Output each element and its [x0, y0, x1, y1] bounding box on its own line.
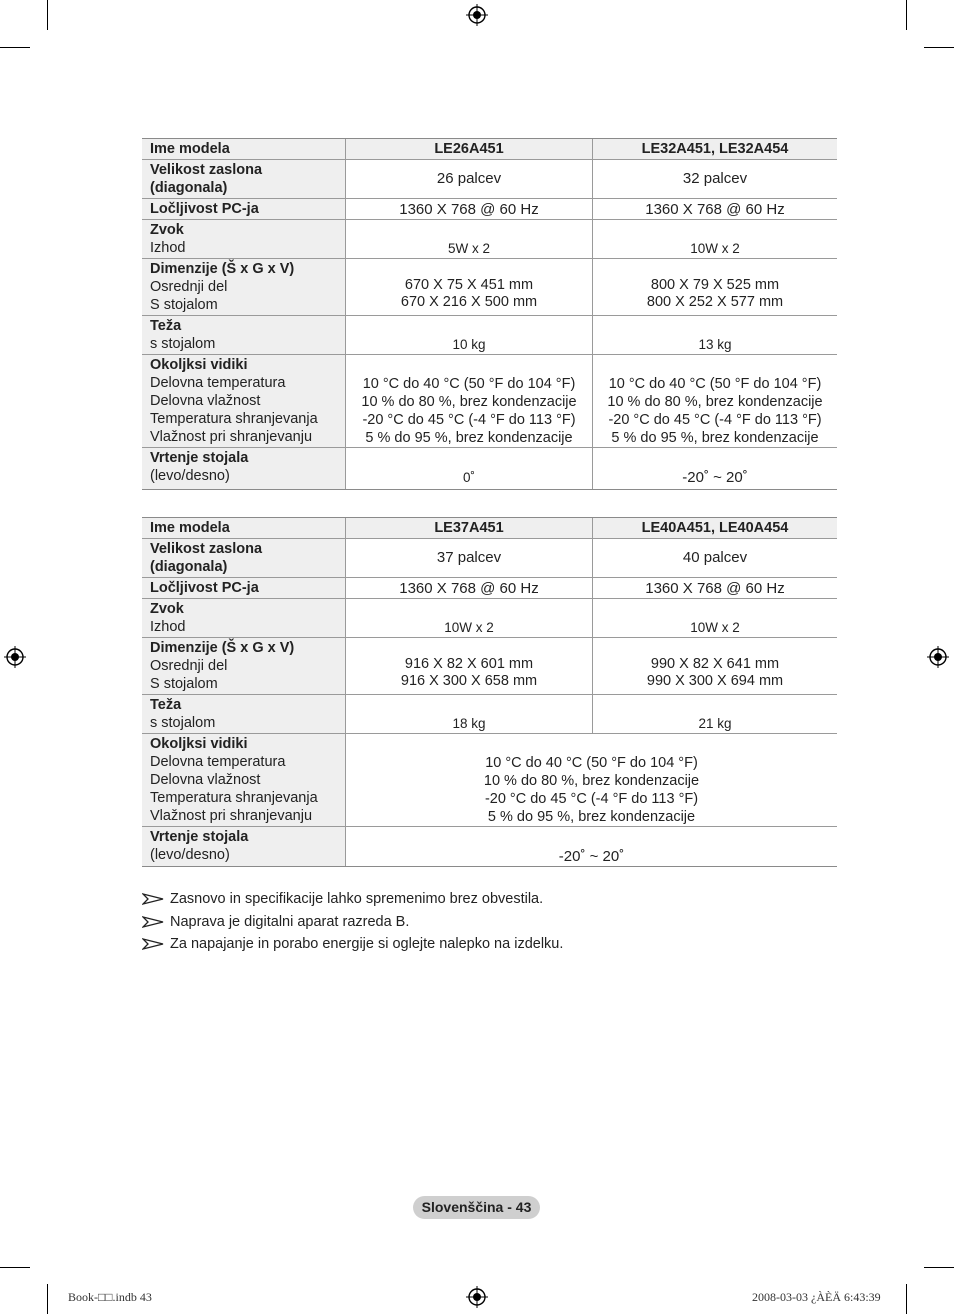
cell-value: 1360 X 768 @ 60 Hz	[593, 578, 838, 599]
cell-value: 18 kg	[346, 695, 593, 734]
row-label: Ločljivost PC-ja	[142, 199, 346, 220]
cell-value: 10 °C do 40 °C (50 °F do 104 °F) 10 % do 80 %, brez kondenzacije -20 °C do 45 °C (-4 °F do 113 °F) 5 % do 95 %, brez kondenzacije	[346, 355, 593, 448]
table-row	[142, 695, 837, 734]
list-item: Naprava je digitalni aparat razreda B.	[142, 911, 563, 934]
cell-value: 10 °C do 40 °C (50 °F do 104 °F) 10 % do 80 %, brez kondenzacije -20 °C do 45 °C (-4 °F do 113 °F) 5 % do 95 %, brez kondenzacije	[346, 734, 838, 827]
row-label: Zvok Izhod	[142, 220, 346, 259]
row-label: Teža s stojalom	[142, 316, 346, 355]
table-row	[142, 599, 837, 638]
table-row	[142, 355, 837, 448]
cell-value: 1360 X 768 @ 60 Hz	[593, 199, 838, 220]
cell-value: 800 X 79 X 525 mm 800 X 252 X 577 mm	[593, 259, 838, 316]
cell-value: 1360 X 768 @ 60 Hz	[346, 199, 593, 220]
spec-table-2	[142, 517, 837, 867]
arrow-bullet-icon	[142, 916, 164, 928]
cell-value: 10 kg	[346, 316, 593, 355]
list-item: Zasnovo in specifikacije lahko spremenimo brez obvestila.	[142, 888, 563, 911]
table-row	[142, 827, 837, 867]
list-item: Za napajanje in porabo energije si oglejte nalepko na izdelku.	[142, 933, 563, 956]
table-row	[142, 539, 837, 578]
crop-mark	[924, 1267, 954, 1268]
table-row	[142, 160, 837, 199]
cell-value: 5W x 2	[346, 220, 593, 259]
cell-value: 10W x 2	[593, 599, 838, 638]
crop-mark	[0, 1267, 30, 1268]
table-row	[142, 578, 837, 599]
model-name: LE37A451	[346, 518, 593, 539]
cell-value: 1360 X 768 @ 60 Hz	[346, 578, 593, 599]
model-name: LE32A451, LE32A454	[593, 139, 838, 160]
cell-value: 10 °C do 40 °C (50 °F do 104 °F) 10 % do 80 %, brez kondenzacije -20 °C do 45 °C (-4 °F do 113 °F) 5 % do 95 %, brez kondenzacije	[593, 355, 838, 448]
row-label: Vrtenje stojala (levo/desno)	[142, 827, 346, 867]
row-label: Dimenzije (Š x G x V) Osrednji del S stojalom	[142, 259, 346, 316]
row-label: Okoljksi vidiki Delovna temperatura Delovna vlažnost Temperatura shranjevanja Vlažnost pri shranjevanju	[142, 355, 346, 448]
cell-value: 21 kg	[593, 695, 838, 734]
table-row	[142, 448, 837, 490]
cell-value: 10W x 2	[346, 599, 593, 638]
model-name: LE26A451	[346, 139, 593, 160]
cell-value: -20˚ ~ 20˚	[593, 448, 838, 490]
row-label: Ime modela	[142, 518, 346, 539]
cell-value: 26 palcev	[346, 160, 593, 199]
row-label: Teža s stojalom	[142, 695, 346, 734]
row-label: Velikost zaslona (diagonala)	[142, 539, 346, 578]
crop-mark	[47, 0, 48, 30]
cell-value: -20˚ ~ 20˚	[346, 827, 838, 867]
cell-value: 32 palcev	[593, 160, 838, 199]
registration-mark-icon	[466, 4, 488, 26]
registration-mark-icon	[4, 646, 26, 668]
registration-mark-icon	[927, 646, 949, 668]
spec-table-1	[142, 138, 837, 490]
cell-value: 0˚	[346, 448, 593, 490]
arrow-bullet-icon	[142, 938, 164, 950]
crop-mark	[47, 1284, 48, 1314]
notes-list	[142, 888, 563, 956]
row-label: Vrtenje stojala (levo/desno)	[142, 448, 346, 490]
table-row	[142, 638, 837, 695]
crop-mark	[906, 1284, 907, 1314]
cell-value: 10W x 2	[593, 220, 838, 259]
row-label: Dimenzije (Š x G x V) Osrednji del S stojalom	[142, 638, 346, 695]
table-row	[142, 316, 837, 355]
cell-value: 916 X 82 X 601 mm 916 X 300 X 658 mm	[346, 638, 593, 695]
cell-value: 13 kg	[593, 316, 838, 355]
table-row	[142, 220, 837, 259]
arrow-bullet-icon	[142, 893, 164, 905]
row-label: Zvok Izhod	[142, 599, 346, 638]
footer-file-info: Book-□□.indb 43	[68, 1290, 152, 1304]
cell-value: 37 palcev	[346, 539, 593, 578]
cell-value: 670 X 75 X 451 mm 670 X 216 X 500 mm	[346, 259, 593, 316]
row-label: Velikost zaslona (diagonala)	[142, 160, 346, 199]
table-row	[142, 139, 837, 160]
cell-value: 990 X 82 X 641 mm 990 X 300 X 694 mm	[593, 638, 838, 695]
row-label: Okoljksi vidiki Delovna temperatura Delovna vlažnost Temperatura shranjevanja Vlažnost pri shranjevanju	[142, 734, 346, 827]
table-row	[142, 734, 837, 827]
row-label: Ime modela	[142, 139, 346, 160]
registration-mark-icon	[466, 1286, 488, 1308]
page-number-badge: Slovenščina - 43	[413, 1196, 540, 1219]
footer-timestamp: 2008-03-03 ¿ÀÈÄ 6:43:39	[752, 1290, 881, 1304]
table-row	[142, 518, 837, 539]
crop-mark	[906, 0, 907, 30]
model-name: LE40A451, LE40A454	[593, 518, 838, 539]
table-row	[142, 199, 837, 220]
crop-mark	[0, 47, 30, 48]
table-row	[142, 259, 837, 316]
row-label: Ločljivost PC-ja	[142, 578, 346, 599]
cell-value: 40 palcev	[593, 539, 838, 578]
crop-mark	[924, 47, 954, 48]
